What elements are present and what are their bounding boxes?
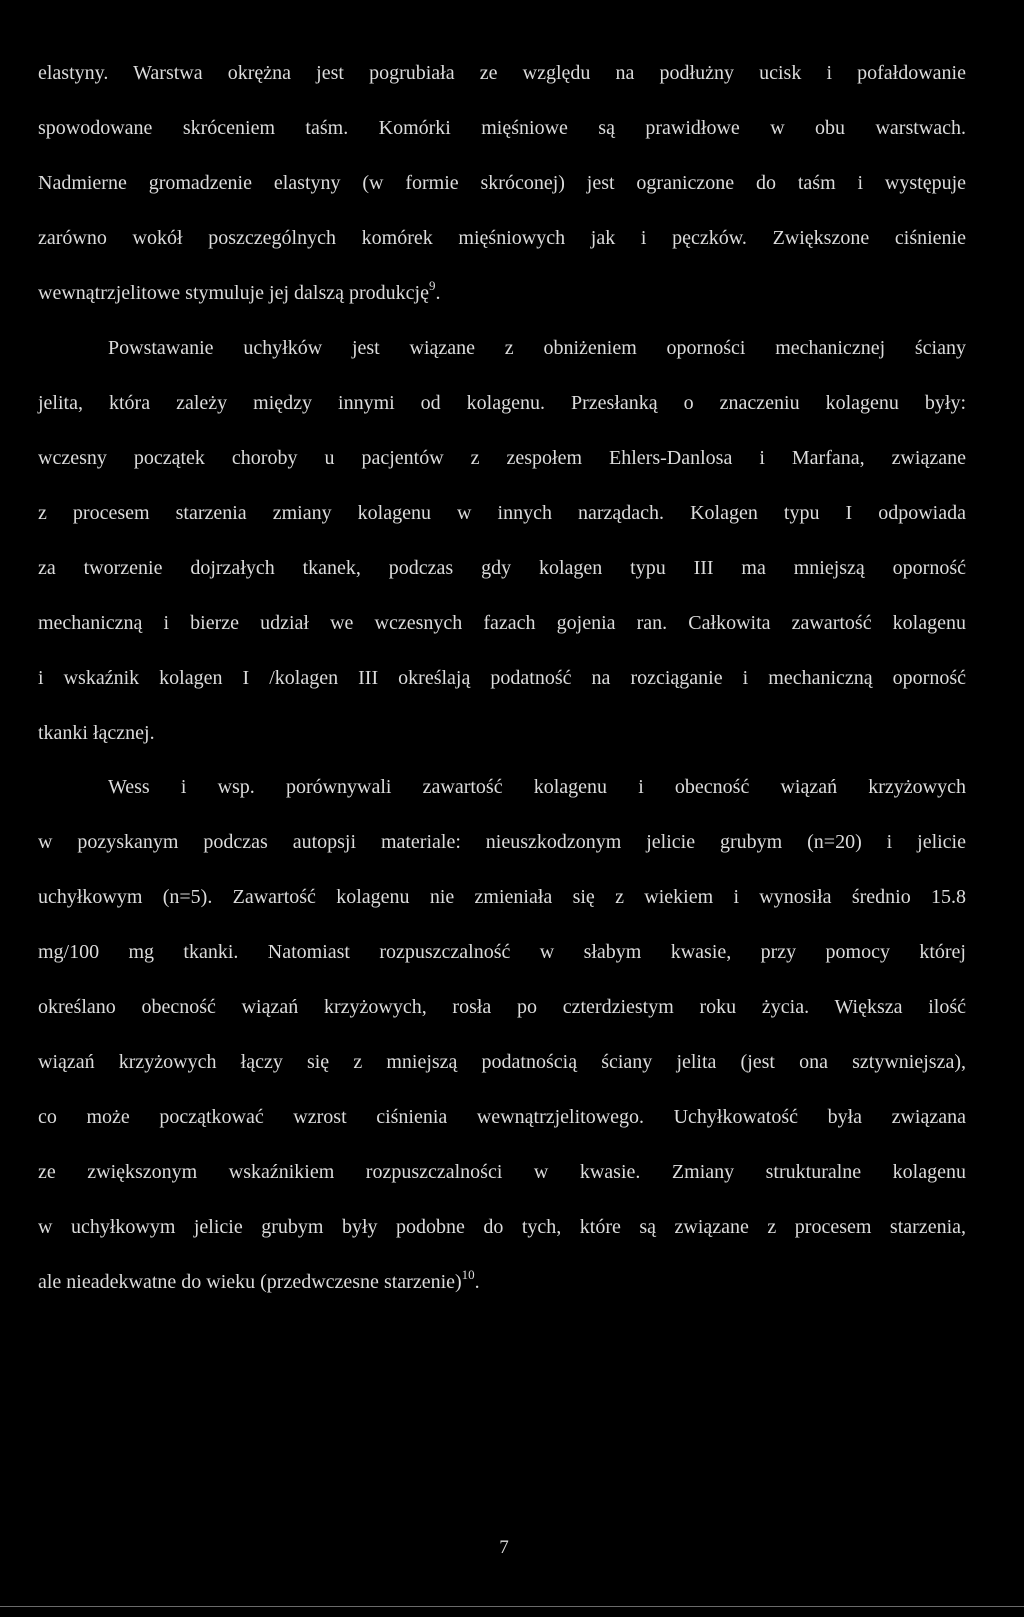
- paragraph-1-line-3: Nadmierne gromadzenie elastyny (w formie skróconej) jest ograniczone do taśm i występuje: [38, 172, 966, 194]
- paragraph-1-end-punctuation: .: [435, 282, 441, 304]
- paragraph-2-line-2: jelita, która zależy między innymi od kolagenu. Przesłanką o znaczeniu kolagenu były:: [38, 392, 966, 414]
- paragraph-1-line-4: zarówno wokół poszczególnych komórek mięśniowych jak i pęczków. Zwiększone ciśnienie: [38, 227, 966, 249]
- footnote-reference-10: 10: [461, 1267, 475, 1282]
- paragraph-1-line-2: spowodowane skróceniem taśm. Komórki mięśniowe są prawidłowe w obu warstwach.: [38, 117, 966, 139]
- paragraph-3-line-6: wiązań krzyżowych łączy się z mniejszą podatnością ściany jelita (jest ona sztywniejsza),: [38, 1051, 966, 1073]
- paragraph-2-line-1: Powstawanie uchyłków jest wiązane z obniżeniem oporności mechanicznej ściany: [108, 337, 966, 359]
- paragraph-1-line-5: [38, 273, 966, 313]
- paragraph-2-line-6: mechaniczną i bierze udział we wczesnych fazach gojenia ran. Całkowita zawartość kolagenu: [38, 612, 966, 634]
- paragraph-2-line-8: tkanki łącznej.: [38, 722, 155, 744]
- paragraph-3-line-1: Wess i wsp. porównywali zawartość kolagenu i obecność wiązań krzyżowych: [108, 776, 966, 798]
- paragraph-2-line-5: za tworzenie dojrzałych tkanek, podczas gdy kolagen typu III ma mniejszą oporność: [38, 557, 966, 579]
- paragraph-3-line-3: uchyłkowym (n=5). Zawartość kolagenu nie zmieniała się z wiekiem i wynosiła średnio 15.8: [38, 886, 966, 908]
- paragraph-3-last-text: ale nieadekwatne do wieku (przedwczesne starzenie): [38, 1271, 462, 1293]
- paragraph-2-line-3: wczesny początek choroby u pacjentów z zespołem Ehlers-Danlosa i Marfana, związane: [38, 447, 966, 469]
- paragraph-3-line-9: w uchyłkowym jelicie grubym były podobne do tych, które są związane z procesem starzenia,: [38, 1216, 966, 1238]
- footnote-reference-9: 9: [428, 278, 436, 293]
- paragraph-3-line-4: mg/100 mg tkanki. Natomiast rozpuszczalność w słabym kwasie, przy pomocy której: [38, 941, 966, 963]
- paragraph-3-line-5: określano obecność wiązań krzyżowych, rosła po czterdziestym roku życia. Większa ilość: [38, 996, 966, 1018]
- footer-divider: [0, 1606, 1024, 1607]
- paragraph-2-line-4: z procesem starzenia zmiany kolagenu w innych narządach. Kolagen typu I odpowiada: [38, 502, 966, 524]
- paragraph-2-line-7: i wskaźnik kolagen I /kolagen III określają podatność na rozciąganie i mechaniczną oporność: [38, 667, 966, 689]
- paragraph-1-last-text: wewnątrzjelitowe stymuluje jej dalszą produkcję: [38, 282, 429, 304]
- paragraph-3-line-7: co może początkować wzrost ciśnienia wewnątrzjelitowego. Uchyłkowatość była związana: [38, 1106, 966, 1128]
- paragraph-3-line-10: [38, 1262, 966, 1302]
- paragraph-3-line-8: ze zwiększonym wskaźnikiem rozpuszczalności w kwasie. Zmiany strukturalne kolagenu: [38, 1161, 966, 1183]
- paragraph-3-line-2: w pozyskanym podczas autopsji materiale: nieuszkodzonym jelicie grubym (n=20) i jelicie: [38, 831, 966, 853]
- paragraph-3-end-punctuation: .: [474, 1271, 480, 1293]
- paragraph-1-line-1: elastyny. Warstwa okrężna jest pogrubiała ze względu na podłużny ucisk i pofałdowanie: [38, 62, 966, 84]
- page-number: 7: [499, 1537, 509, 1558]
